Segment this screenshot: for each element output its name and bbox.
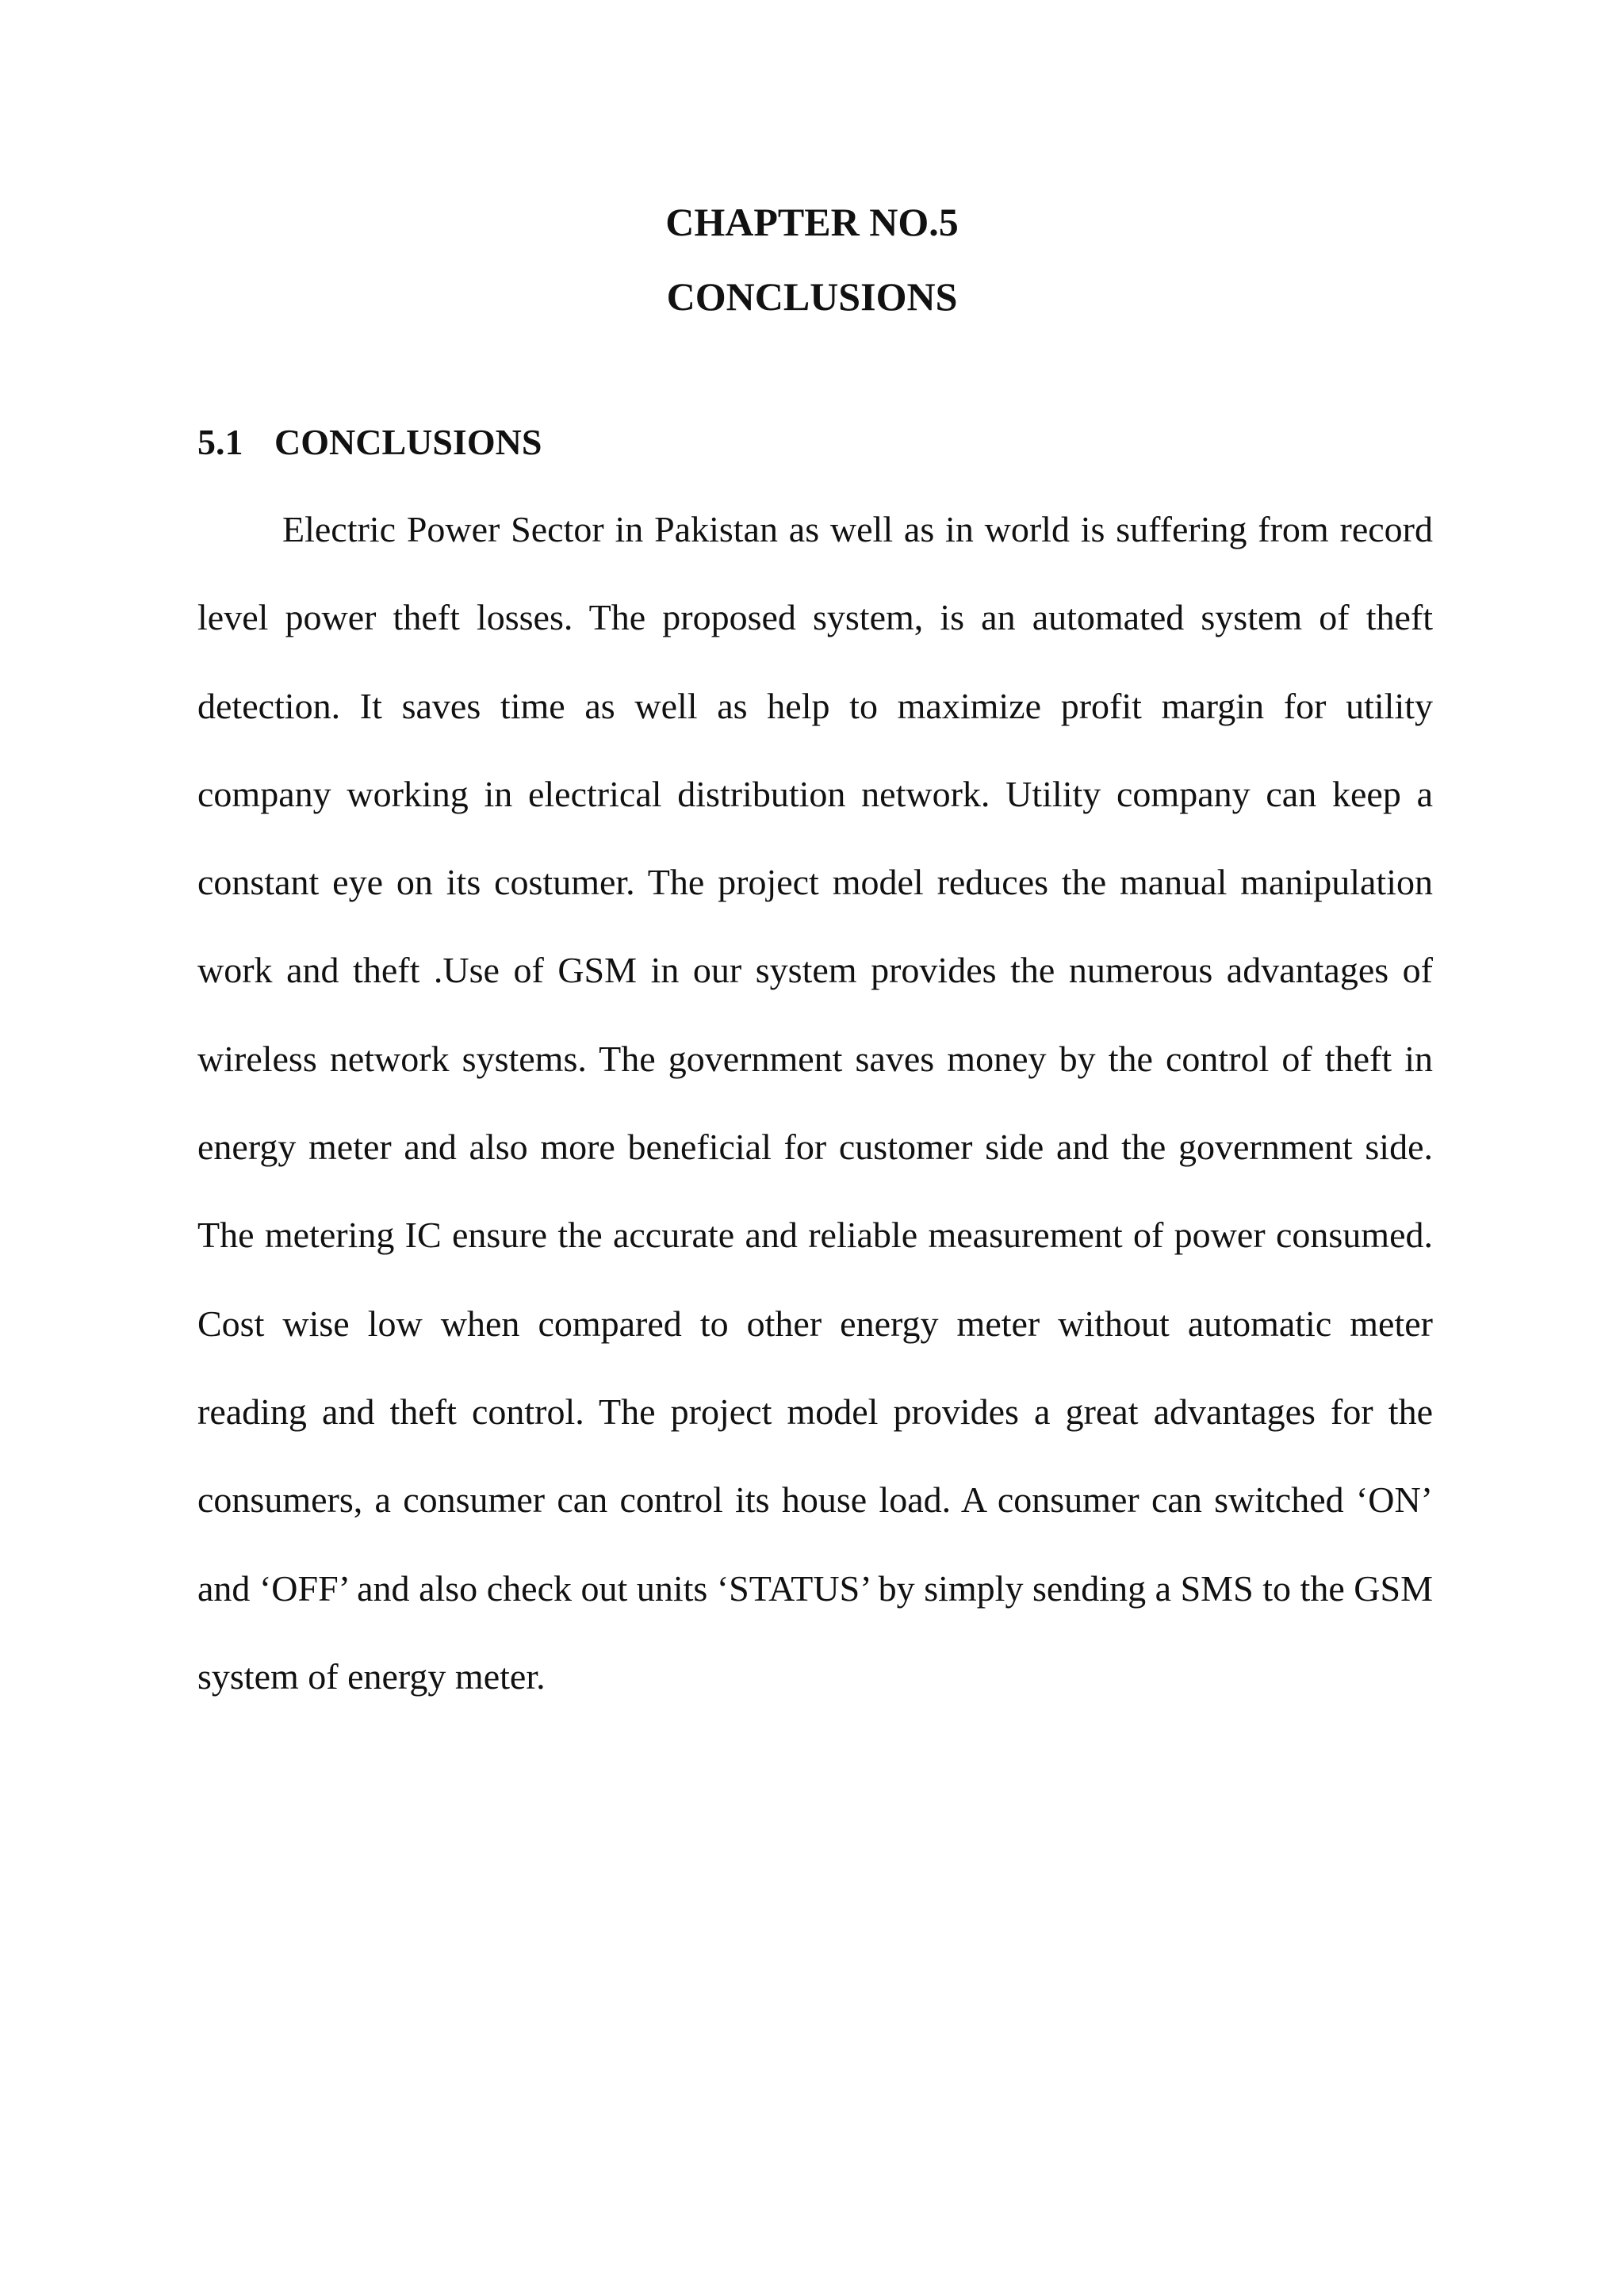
chapter-title-heading: CONCLUSIONS <box>666 274 958 319</box>
conclusion-paragraph: Electric Power Sector in Pakistan as well as in world is suffering from record level power theft losses. The proposed system, is an automated system of theft detection. It saves time as well as help to maximize profit margin for utility company working in electrical distribution network. Utility company can keep a constant eye on its costumer. The project model reduces the manual manipulation work and theft .Use of GSM in our system provides the numerous advantages of wireless network systems. The government saves money by the control of theft in energy meter and also more beneficial for customer side and the government side. The metering IC ensure the accurate and reliable measurement of power consumed. Cost wise low when compared to other energy meter without automatic meter reading and theft control. The project model provides a great advantages for the consumers, a consumer can control its house load. A consumer can switched ‘ON’ and ‘OFF’ and also check out units ‘STATUS’ by simply sending a SMS to the GSM system of energy meter. <box>197 509 1433 1697</box>
section-number: 5.1 <box>197 422 243 462</box>
section-heading <box>197 420 542 465</box>
chapter-number-heading: CHAPTER NO.5 <box>665 200 959 244</box>
section-title: CONCLUSIONS <box>274 422 542 462</box>
